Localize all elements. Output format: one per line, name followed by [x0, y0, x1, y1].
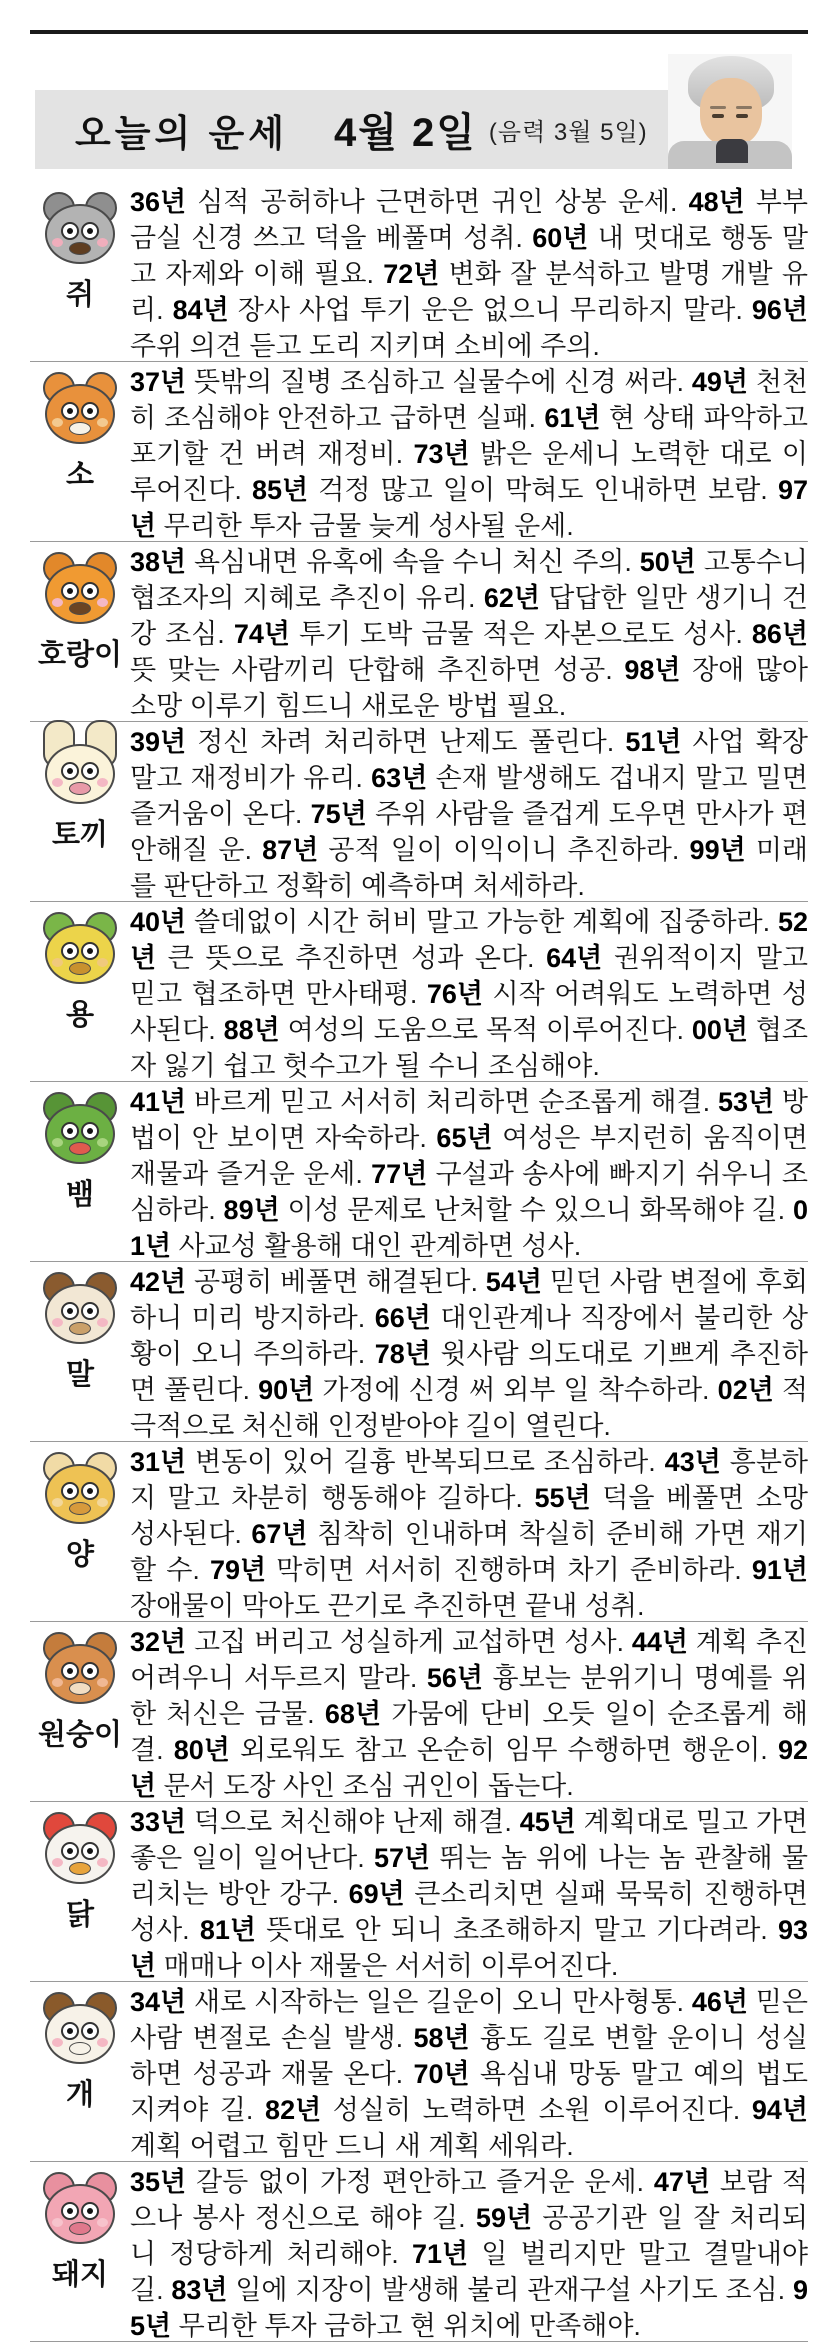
- fortune-year: 33년: [130, 1807, 187, 1837]
- icon-cheek-right: [97, 1858, 108, 1867]
- dog-icon: [43, 1994, 117, 2064]
- fortune-text: 장사 사업 투기 운은 없으니 무리하지 말라.: [228, 295, 752, 325]
- rabbit-icon: [43, 734, 117, 804]
- icon-cheek-left: [52, 1138, 63, 1147]
- fortune-year: 99년: [689, 835, 746, 865]
- fortune-text: 외로워도 참고 온순히 임무 수행하면 행운이.: [229, 1735, 778, 1765]
- icon-snout: [69, 2222, 91, 2235]
- fortune-text: 이성 문제로 난처할 수 있으니 화목해야 길.: [279, 1195, 793, 1225]
- icon-cheek-left: [52, 778, 63, 787]
- fortune-paragraph: [130, 722, 808, 901]
- fortune-text: 덕을 베풀면 소망 성사된다.: [130, 1483, 809, 1549]
- fortune-year: 53년: [717, 1087, 775, 1117]
- fortune-text: 무리한 투자 금물 늦게 성사될 운세.: [156, 511, 574, 541]
- fortune-year: 72년: [383, 259, 440, 289]
- icon-cheek-right: [97, 238, 108, 247]
- fortune-text: 가뭄에 단비 오듯 일이 순조롭게 해결.: [130, 1699, 808, 1765]
- fortune-year: 01년: [130, 1195, 808, 1261]
- fortune-year: 98년: [624, 655, 681, 685]
- fortune-year: 51년: [625, 727, 682, 757]
- icon-cheek-left: [52, 1858, 63, 1867]
- zodiac-label: 원숭이: [37, 1719, 123, 1751]
- icon-eye-right: [81, 222, 99, 240]
- zodiac-section-sheep: [30, 1442, 808, 1622]
- zodiac-column: [30, 722, 130, 901]
- fortune-teller-photo: [668, 54, 792, 169]
- fortune-year: 57년: [373, 1843, 431, 1873]
- fortune-year: 59년: [475, 2203, 533, 2233]
- fortune-year: 40년: [130, 907, 187, 937]
- icon-eye-right: [81, 1122, 99, 1140]
- fortune-year: 63년: [371, 763, 428, 793]
- fortune-text: 현 상태 파악하고 포기할 건 버려 재정비.: [130, 403, 809, 469]
- fortune-text: 장애 많아 소망 이루기 힘드니 새로운 방법 필요.: [130, 655, 808, 721]
- icon-head: [45, 564, 115, 624]
- zodiac-label: 쥐: [65, 279, 94, 311]
- fortune-year: 54년: [485, 1267, 542, 1297]
- fortune-text: 일 벌리지만 말고 결말내야 길.: [130, 2239, 808, 2305]
- icon-cheek-left: [52, 1678, 63, 1687]
- zodiac-column: [30, 182, 130, 361]
- fortune-year: 82년: [265, 2095, 322, 2125]
- fortune-year: 76년: [426, 979, 484, 1009]
- fortune-year: 91년: [751, 1555, 808, 1585]
- fortune-text: 뜻밖의 질병 조심하고 실물수에 신경 써라.: [186, 367, 692, 397]
- icon-eye-left: [61, 1302, 79, 1320]
- icon-head: [45, 384, 115, 444]
- icon-head: [45, 1644, 115, 1704]
- fortune-year: 73년: [413, 439, 470, 469]
- portrait-face: [700, 78, 762, 146]
- fortune-text: 새로 시작하는 일은 길운이 오니 만사형통.: [186, 1987, 692, 2017]
- icon-cheek-left: [52, 598, 63, 607]
- zodiac-label: 소: [65, 459, 94, 491]
- fortune-year: 66년: [374, 1303, 431, 1333]
- zodiac-column: [30, 1982, 130, 2161]
- fortune-text: 흉보는 분위기니 명예를 위한 처신은 금물.: [130, 1663, 808, 1729]
- zodiac-section-pig: [30, 2162, 808, 2342]
- icon-eye-left: [61, 2022, 79, 2040]
- fortune-year: 81년: [199, 1915, 256, 1945]
- icon-cheek-right: [97, 778, 108, 787]
- fortune-year: 93년: [130, 1915, 808, 1981]
- zodiac-label: 말: [65, 1359, 94, 1391]
- zodiac-column: [30, 1622, 130, 1801]
- fortune-year: 97년: [130, 475, 808, 541]
- fortune-year: 94년: [751, 2095, 808, 2125]
- zodiac-sections: [30, 182, 808, 2342]
- fortune-text: 바르게 믿고 서서히 처리하면 순조롭게 해결.: [186, 1087, 718, 1117]
- icon-eye-left: [61, 2202, 79, 2220]
- fortune-year: 64년: [546, 943, 603, 973]
- icon-snout: [69, 2042, 91, 2055]
- fortune-paragraph: [130, 1442, 808, 1621]
- icon-eye-right: [81, 762, 99, 780]
- icon-cheek-left: [52, 418, 63, 427]
- fortune-year: 56년: [426, 1663, 484, 1693]
- fortune-text: 권위적이지 말고 믿고 협조하면 만사태평.: [130, 943, 809, 1009]
- icon-eye-left: [61, 762, 79, 780]
- fortune-text: 믿던 사람 변절에 후회하니 미리 방지하라.: [130, 1267, 809, 1333]
- icon-eye-left: [61, 582, 79, 600]
- fortune-year: 70년: [413, 2059, 470, 2089]
- fortune-text: 사업 확장 말고 재정비가 유리.: [130, 727, 808, 793]
- fortune-paragraph: [130, 902, 808, 1081]
- icon-eye-left: [61, 222, 79, 240]
- zodiac-section-monkey: [30, 1622, 808, 1802]
- icon-cheek-left: [52, 2038, 63, 2047]
- icon-snout: [69, 1682, 91, 1695]
- icon-head: [45, 1104, 115, 1164]
- fortune-text: 계획 추진 어려우니 서두르지 말라.: [130, 1627, 808, 1693]
- icon-cheek-right: [97, 418, 108, 427]
- rat-icon: [43, 194, 117, 264]
- fortune-text: 뛰는 놈 위에 나는 놈 관찰해 물리치는 방안 강구.: [130, 1843, 808, 1909]
- fortune-text: 투기 도박 금물 적은 자본으로도 성사.: [289, 619, 752, 649]
- fortune-year: 61년: [544, 403, 601, 433]
- zodiac-column: [30, 1802, 130, 1981]
- icon-eye-right: [81, 402, 99, 420]
- fortune-year: 41년: [130, 1087, 187, 1117]
- fortune-text: 공적 일이 이익이니 추진하라.: [318, 835, 690, 865]
- fortune-text: 걱정 많고 일이 막혀도 인내하면 보람.: [308, 475, 778, 505]
- icon-eye-right: [81, 2202, 99, 2220]
- fortune-text: 밝은 운세니 노력한 대로 이루어진다.: [130, 439, 808, 505]
- portrait-collar: [716, 139, 748, 163]
- ox-icon: [43, 374, 117, 444]
- fortune-year: 62년: [483, 583, 540, 613]
- zodiac-section-dog: [30, 1982, 808, 2162]
- icon-snout: [69, 1862, 91, 1875]
- fortune-year: 02년: [717, 1375, 774, 1405]
- icon-cheek-left: [52, 238, 63, 247]
- fortune-paragraph: [130, 362, 808, 541]
- icon-eye-left: [61, 402, 79, 420]
- fortune-year: 95년: [130, 2275, 808, 2341]
- fortune-year: 67년: [251, 1519, 308, 1549]
- fortune-year: 36년: [130, 187, 187, 217]
- icon-snout: [69, 242, 91, 255]
- portrait-brow: [736, 106, 752, 109]
- fortune-year: 43년: [664, 1447, 721, 1477]
- zodiac-section-dragon: [30, 902, 808, 1082]
- icon-cheek-right: [97, 1138, 108, 1147]
- fortune-year: 71년: [411, 2239, 469, 2269]
- fortune-text: 사교성 활용해 대인 관계하면 성사.: [171, 1231, 582, 1261]
- fortune-text: 무리한 투자 금하고 현 위치에 만족해야.: [171, 2311, 641, 2341]
- fortune-year: 48년: [688, 187, 745, 217]
- fortune-text: 대인관계나 직장에서 불리한 상황이 오니 주의하라.: [130, 1303, 808, 1369]
- icon-eye-left: [61, 1842, 79, 1860]
- icon-eye-left: [61, 1662, 79, 1680]
- fortune-text: 천천히 조심해야 안전하고 급하면 실패.: [130, 367, 808, 433]
- fortune-paragraph: [130, 542, 808, 721]
- icon-eye-left: [61, 942, 79, 960]
- fortune-year: 46년: [691, 1987, 748, 2017]
- fortune-text: 방법이 안 보이면 자숙하라.: [130, 1087, 808, 1153]
- fortune-year: 35년: [130, 2167, 187, 2197]
- icon-eye-right: [81, 1302, 99, 1320]
- fortune-year: 86년: [751, 619, 808, 649]
- fortune-text: 협조자 잃기 쉽고 헛수고가 될 수니 조심해야.: [130, 1015, 809, 1081]
- fortune-year: 96년: [751, 295, 808, 325]
- zodiac-label: 용: [65, 999, 94, 1031]
- icon-snout: [69, 962, 91, 975]
- sheep-icon: [43, 1454, 117, 1524]
- fortune-text: 보람 적으나 봉사 정신으로 해야 길.: [130, 2167, 809, 2233]
- fortune-year: 78년: [374, 1339, 431, 1369]
- icon-cheek-right: [97, 1678, 108, 1687]
- fortune-text: 뜻대로 안 되니 초조해하지 말고 기다려라.: [255, 1915, 778, 1945]
- lunar-date: (음력 3월 5일): [488, 119, 648, 146]
- fortune-text: 매매나 이사 재물은 서서히 이루어진다.: [156, 1951, 619, 1981]
- icon-cheek-right: [97, 598, 108, 607]
- zodiac-column: [30, 1442, 130, 1621]
- fortune-text: 뜻 맞는 사람끼리 단합해 추진하면 성공.: [130, 655, 625, 685]
- zodiac-column: [30, 1262, 130, 1441]
- icon-eye-right: [81, 2022, 99, 2040]
- icon-eye-right: [81, 1842, 99, 1860]
- icon-cheek-left: [52, 1498, 63, 1507]
- zodiac-label: 양: [65, 1539, 94, 1571]
- fortune-paragraph: [130, 1802, 808, 1981]
- fortune-year: 80년: [173, 1735, 230, 1765]
- fortune-year: 89년: [223, 1195, 280, 1225]
- horse-icon: [43, 1274, 117, 1344]
- fortune-text: 장애물이 막아도 끈기로 추진하면 끝내 성취.: [130, 1591, 645, 1621]
- pig-icon: [43, 2174, 117, 2244]
- fortune-text: 심적 공허하나 근면하면 귀인 상봉 운세.: [186, 187, 689, 217]
- fortune-text: 덕으로 처신해야 난제 해결.: [186, 1807, 520, 1837]
- snake-icon: [43, 1094, 117, 1164]
- icon-snout: [69, 782, 91, 795]
- icon-head: [45, 2004, 115, 2064]
- fortune-year: 44년: [631, 1627, 688, 1657]
- fortune-text: 부부 금실 신경 쓰고 덕을 베풀며 성취.: [130, 187, 808, 253]
- icon-snout: [69, 1142, 91, 1155]
- fortune-year: 85년: [252, 475, 309, 505]
- icon-cheek-left: [52, 1318, 63, 1327]
- fortune-text: 갈등 없이 가정 편안하고 즐거운 운세.: [186, 2167, 654, 2197]
- fortune-text: 윗사람 의도대로 기쁘게 추진하면 풀린다.: [130, 1339, 808, 1405]
- fortune-text: 적극적으로 처신해 인정받아야 길이 열린다.: [130, 1375, 809, 1441]
- zodiac-label: 돼지: [51, 2259, 109, 2291]
- zodiac-section-snake: [30, 1082, 808, 1262]
- zodiac-label: 뱀: [65, 1179, 94, 1211]
- icon-eye-right: [81, 1662, 99, 1680]
- fortune-text: 미래를 판단하고 정확히 예측하며 처세하라.: [130, 835, 808, 901]
- fortune-year: 34년: [130, 1987, 187, 2017]
- fortune-text: 변화 잘 분석하고 발명 개발 유리.: [130, 259, 808, 325]
- top-rule: [30, 30, 808, 34]
- fortune-year: 74년: [233, 619, 290, 649]
- fortune-year: 49년: [691, 367, 748, 397]
- icon-snout: [69, 1322, 91, 1335]
- fortune-year: 52년: [130, 907, 808, 973]
- icon-snout: [69, 1502, 91, 1515]
- fortune-year: 87년: [262, 835, 319, 865]
- rooster-icon: [43, 1814, 117, 1884]
- zodiac-column: [30, 2162, 130, 2341]
- fortune-year: 37년: [130, 367, 187, 397]
- fortune-text: 주위 사람을 즐겁게 도우면 만사가 편안해질 운.: [130, 799, 808, 865]
- fortune-year: 84년: [172, 295, 229, 325]
- fortune-text: 일에 지장이 발생해 불리 관재구설 사기도 조심.: [227, 2275, 793, 2305]
- tiger-icon: [43, 554, 117, 624]
- zodiac-column: [30, 902, 130, 1081]
- fortune-text: 큰 뜻으로 추진하면 성과 온다.: [156, 943, 547, 973]
- fortune-text: 답답한 일만 생기니 건강 조심.: [130, 583, 808, 649]
- icon-eye-right: [81, 582, 99, 600]
- fortune-year: 69년: [348, 1879, 405, 1909]
- zodiac-label: 호랑이: [37, 639, 123, 671]
- fortune-year: 75년: [310, 799, 367, 829]
- fortune-text: 계획대로 밀고 가면 좋은 일이 일어난다.: [130, 1807, 808, 1873]
- fortune-text: 고통수니 협조자의 지혜로 추진이 유리.: [130, 547, 808, 613]
- monkey-icon: [43, 1634, 117, 1704]
- zodiac-section-rat: [30, 182, 808, 362]
- fortune-text: 변동이 있어 길흉 반복되므로 조심하라.: [186, 1447, 665, 1477]
- icon-snout: [69, 422, 91, 435]
- fortune-year: 65년: [436, 1123, 493, 1153]
- zodiac-label: 닭: [65, 1899, 94, 1931]
- fortune-text: 여성은 부지런히 움직이면 재물과 즐거운 운세.: [130, 1123, 809, 1189]
- icon-eye-right: [81, 942, 99, 960]
- fortune-text: 내 멋대로 행동 말고 자제와 이해 필요.: [130, 223, 808, 289]
- fortune-text: 욕심내 망동 말고 예의 법도 지켜야 길.: [130, 2059, 808, 2125]
- portrait-brow: [710, 106, 726, 109]
- fortune-paragraph: [130, 182, 808, 361]
- icon-eye-right: [81, 1482, 99, 1500]
- fortune-year: 90년: [258, 1375, 315, 1405]
- icon-head: [45, 1464, 115, 1524]
- fortune-paragraph: [130, 1982, 808, 2161]
- icon-head: [45, 744, 115, 804]
- zodiac-section-rooster: [30, 1802, 808, 1982]
- fortune-paragraph: [130, 1082, 808, 1261]
- icon-cheek-right: [97, 2038, 108, 2047]
- fortune-year: 00년: [691, 1015, 748, 1045]
- fortune-year: 42년: [130, 1267, 187, 1297]
- zodiac-column: [30, 1082, 130, 1261]
- zodiac-section-rabbit: [30, 722, 808, 902]
- fortune-text: 정신 차려 처리하면 난제도 풀린다.: [186, 727, 626, 757]
- zodiac-section-tiger: [30, 542, 808, 722]
- fortune-year: 32년: [130, 1627, 187, 1657]
- zodiac-section-ox: [30, 362, 808, 542]
- fortune-text: 문서 도장 사인 조심 귀인이 돕는다.: [156, 1771, 574, 1801]
- fortune-text: 욕심내면 유혹에 속을 수니 처신 주의.: [186, 547, 640, 577]
- fortune-year: 55년: [534, 1483, 591, 1513]
- fortune-text: 주위 의견 듣고 도리 지키며 소비에 주의.: [130, 331, 600, 361]
- fortune-text: 공공기관 일 잘 처리되니 정당하게 처리해야.: [130, 2203, 808, 2269]
- icon-cheek-right: [97, 958, 108, 967]
- fortune-text: 흥분하지 말고 차분히 행동해야 길하다.: [130, 1447, 808, 1513]
- page-title: 오늘의 운세: [75, 112, 288, 154]
- fortune-year: 31년: [130, 1447, 187, 1477]
- icon-head: [45, 2184, 115, 2244]
- portrait-eye: [712, 114, 724, 118]
- icon-snout: [69, 602, 91, 615]
- fortune-year: 47년: [653, 2167, 711, 2197]
- fortune-year: 50년: [639, 547, 696, 577]
- zodiac-label: 토끼: [51, 819, 109, 851]
- fortune-text: 공평히 베풀면 해결된다.: [186, 1267, 486, 1297]
- fortune-text: 흉도 길로 변할 운이니 성실하면 성공과 재물 온다.: [130, 2023, 808, 2089]
- header-bar: [35, 90, 718, 169]
- dragon-icon: [43, 914, 117, 984]
- fortune-text: 큰소리치면 실패 묵묵히 진행하면 성사.: [130, 1879, 808, 1945]
- fortune-text: 고집 버리고 성실하게 교섭하면 성사.: [186, 1627, 632, 1657]
- solar-date: 4월 2일: [334, 111, 477, 155]
- fortune-year: 60년: [532, 223, 589, 253]
- portrait-eye: [736, 114, 748, 118]
- zodiac-column: [30, 362, 130, 541]
- fortune-paragraph: [130, 1622, 808, 1801]
- icon-eye-left: [61, 1482, 79, 1500]
- fortune-text: 성실히 노력하면 소원 이루어진다.: [321, 2095, 752, 2125]
- fortune-text: 구설과 송사에 빠지기 쉬우니 조심하라.: [130, 1159, 808, 1225]
- fortune-year: 45년: [519, 1807, 576, 1837]
- fortune-text: 가정에 신경 써 외부 일 착수하라.: [314, 1375, 718, 1405]
- icon-head: [45, 1824, 115, 1884]
- fortune-text: 여성의 도움으로 목적 이루어진다.: [279, 1015, 692, 1045]
- fortune-text: 믿은 사람 변절로 손실 발생.: [130, 1987, 808, 2053]
- fortune-text: 쓸데없이 시간 허비 말고 가능한 계획에 집중하라.: [186, 907, 778, 937]
- icon-cheek-left: [52, 958, 63, 967]
- fortune-year: 38년: [130, 547, 187, 577]
- icon-head: [45, 1284, 115, 1344]
- icon-cheek-right: [97, 1318, 108, 1327]
- fortune-text: 막히면 서서히 진행하며 차기 준비하라.: [266, 1555, 752, 1585]
- fortune-year: 58년: [413, 2023, 470, 2053]
- fortune-paragraph: [130, 2162, 808, 2341]
- fortune-year: 68년: [324, 1699, 382, 1729]
- icon-eye-left: [61, 1122, 79, 1140]
- fortune-text: 침착히 인내하며 착실히 준비해 가면 재기할 수.: [130, 1519, 808, 1585]
- fortune-year: 39년: [130, 727, 187, 757]
- fortune-year: 79년: [209, 1555, 267, 1585]
- icon-head: [45, 924, 115, 984]
- zodiac-label: 개: [65, 2079, 94, 2111]
- fortune-paragraph: [130, 1262, 808, 1441]
- fortune-year: 77년: [371, 1159, 428, 1189]
- zodiac-section-horse: [30, 1262, 808, 1442]
- fortune-text: 손재 발생해도 겁내지 말고 밀면 즐거움이 온다.: [130, 763, 808, 829]
- zodiac-column: [30, 542, 130, 721]
- icon-head: [45, 204, 115, 264]
- fortune-text: 시작 어려워도 노력하면 성사된다.: [130, 979, 808, 1045]
- fortune-year: 92년: [130, 1735, 808, 1801]
- icon-cheek-left: [52, 2218, 63, 2227]
- fortune-year: 88년: [223, 1015, 280, 1045]
- icon-cheek-right: [97, 1498, 108, 1507]
- fortune-year: 83년: [171, 2275, 228, 2305]
- icon-cheek-right: [97, 2218, 108, 2227]
- fortune-text: 계획 어렵고 힘만 드니 새 계획 세워라.: [130, 2131, 574, 2161]
